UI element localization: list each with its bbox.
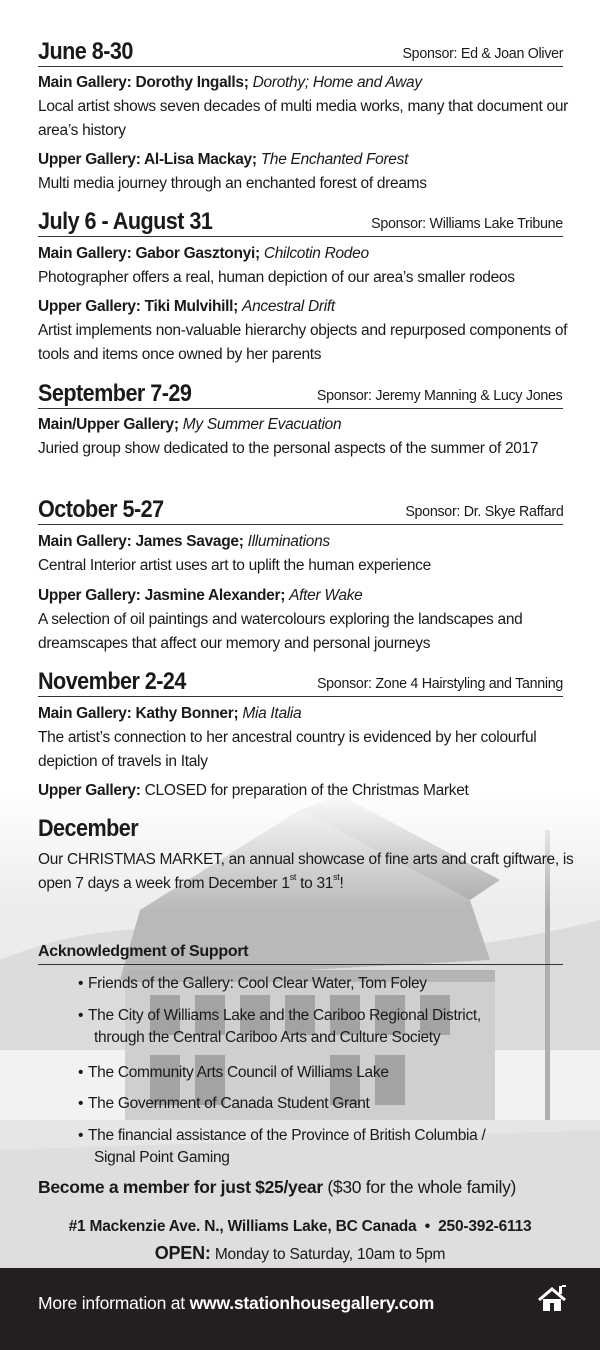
event-month: July 6 - August 31 xyxy=(38,208,213,235)
event-header-july xyxy=(38,206,563,237)
event-sponsor: Sponsor: Dr. Skye Raffard xyxy=(404,503,563,520)
event-sponsor: Sponsor: Jeremy Manning & Lucy Jones xyxy=(317,387,563,404)
exhibit-description: Photographer offers a real, human depiction of our area’s smaller rodeos xyxy=(38,269,515,286)
exhibit-description: Juried group show dedicated to the personal aspects of the summer of 2017 xyxy=(38,440,539,457)
exhibit-title: Dorothy; Home and Away xyxy=(252,74,422,91)
exhibit-description: The artist’s connection to her ancestral country is evidenced by her colourful depiction of travels in Italy xyxy=(38,729,537,770)
website-link[interactable]: www.stationhousegallery.com xyxy=(189,1293,435,1313)
main-gallery-entry xyxy=(38,413,578,461)
exhibit-title: Illuminations xyxy=(247,533,330,550)
event-month: November 2-24 xyxy=(38,668,186,695)
gallery-heading: Upper Gallery: Tiki Mulvihill; xyxy=(38,298,239,315)
upper-gallery-entry xyxy=(38,295,578,367)
footer-info: More information at www.stationhousegallery.com xyxy=(38,1293,435,1313)
upper-gallery-entry xyxy=(38,779,578,803)
list-item: • The Government of Canada Student Grant xyxy=(78,1095,370,1112)
event-sponsor: Sponsor: Williams Lake Tribune xyxy=(371,215,563,232)
exhibit-title: Mia Italia xyxy=(242,705,302,722)
exhibit-title: The Enchanted Forest xyxy=(260,151,409,168)
exhibit-title: Chilcotin Rodeo xyxy=(263,245,369,262)
upper-gallery-entry xyxy=(38,584,578,656)
exhibit-description: Central Interior artist uses art to uplift the human experience xyxy=(38,557,431,574)
address-line: #1 Mackenzie Ave. N., Williams Lake, BC Canada • 250-392-6113 xyxy=(68,1218,532,1235)
acknowledgment-heading: Acknowledgment of Support xyxy=(38,943,563,965)
house-icon xyxy=(535,1283,569,1317)
event-header-june xyxy=(38,36,563,67)
event-month: October 5-27 xyxy=(38,496,164,523)
gallery-heading: Main Gallery: James Savage; xyxy=(38,533,244,550)
event-header-september xyxy=(38,378,563,409)
event-header-october xyxy=(38,494,563,525)
upper-gallery-entry xyxy=(38,148,578,196)
main-gallery-entry xyxy=(38,242,578,290)
exhibit-title: My Summer Evacuation xyxy=(182,416,342,433)
gallery-heading: Main Gallery: Kathy Bonner; xyxy=(38,705,239,722)
list-item: • The Community Arts Council of Williams Lake xyxy=(78,1064,389,1081)
event-month: September 7-29 xyxy=(38,380,192,407)
gallery-heading: Upper Gallery: xyxy=(38,782,141,799)
list-item: • The City of Williams Lake and the Cariboo Regional District, through the Central Cariboo Arts and Culture Society xyxy=(78,1007,481,1046)
exhibit-description: CLOSED for preparation of the Christmas Market xyxy=(144,782,469,799)
gallery-heading: Upper Gallery: Jasmine Alexander; xyxy=(38,587,286,604)
exhibit-description: Multi media journey through an enchanted forest of dreams xyxy=(38,175,427,192)
opening-hours: OPEN: Monday to Saturday, 10am to 5pm xyxy=(154,1243,446,1263)
gallery-heading: Main/Upper Gallery; xyxy=(38,416,179,433)
gallery-heading: Main Gallery: Gabor Gasztonyi; xyxy=(38,245,260,262)
exhibit-description: A selection of oil paintings and watercolours exploring the landscapes and dreamscapes that affect our memory and personal journeys xyxy=(38,611,523,652)
membership-line: Become a member for just $25/year ($30 for the whole family) xyxy=(38,1177,517,1197)
main-gallery-entry xyxy=(38,702,578,774)
exhibit-description: Artist implements non-valuable hierarchy objects and repurposed components of tools and items once owned by her parents xyxy=(38,322,568,363)
event-header-december xyxy=(38,813,563,843)
exhibit-description: Local artist shows seven decades of multi media works, many that document our area’s history xyxy=(38,98,568,139)
event-sponsor: Sponsor: Ed & Joan Oliver xyxy=(402,45,563,62)
main-gallery-entry xyxy=(38,530,578,578)
event-month: June 8-30 xyxy=(38,38,133,65)
main-gallery-entry xyxy=(38,71,578,143)
list-item: • Friends of the Gallery: Cool Clear Water, Tom Foley xyxy=(78,975,427,992)
exhibit-title: Ancestral Drift xyxy=(242,298,335,315)
address: #1 Mackenzie Ave. N., Williams Lake, BC Canada xyxy=(68,1218,417,1235)
event-month: December xyxy=(38,815,139,842)
exhibit-title: After Wake xyxy=(289,587,363,604)
footer-bar xyxy=(0,1268,600,1350)
phone-number[interactable]: 250-392-6113 xyxy=(438,1218,532,1235)
event-sponsor: Sponsor: Zone 4 Hairstyling and Tanning xyxy=(316,675,563,692)
december-description: Our CHRISTMAS MARKET, an annual showcase of fine arts and craft giftware, is open 7 days a week from December 1st to 31st! xyxy=(38,851,574,892)
gallery-heading: Upper Gallery: Al-Lisa Mackay; xyxy=(38,151,257,168)
gallery-heading: Main Gallery: Dorothy Ingalls; xyxy=(38,74,249,91)
list-item: • The financial assistance of the Province of British Columbia / Signal Point Gaming xyxy=(78,1127,486,1166)
event-header-november xyxy=(38,666,563,697)
